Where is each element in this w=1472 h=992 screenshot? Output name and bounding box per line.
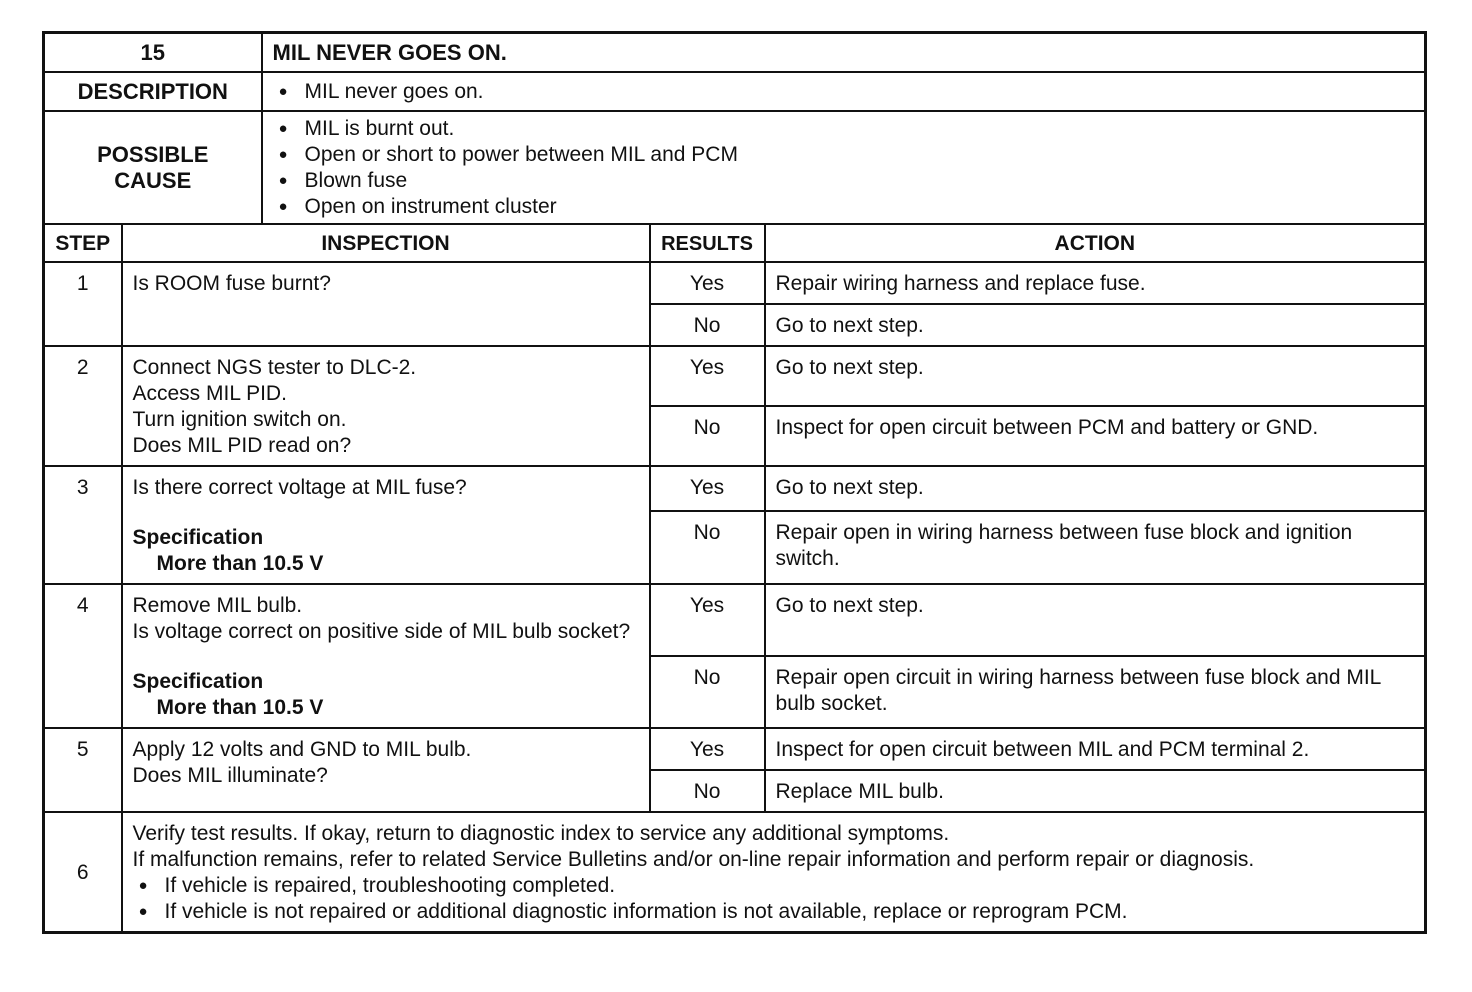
description-content [262,72,1426,111]
result-yes: Yes [650,728,765,770]
procedure-title: MIL NEVER GOES ON. [262,33,1426,73]
inspection-line: Turn ignition switch on. [132,408,347,431]
result-yes: Yes [650,584,765,656]
inspection-line: Is there correct voltage at MIL fuse? [132,476,467,499]
step-1-yes-row [44,262,1426,304]
result-yes: Yes [650,346,765,406]
final-bullet: ● If vehicle is repaired, troubleshooting completed. [133,873,1415,899]
step-2-yes-row [44,346,1426,406]
column-inspection: INSPECTION [122,224,650,262]
action-no: Repair open circuit in wiring harness between fuse block and MIL bulb socket. [765,656,1426,728]
step-number: 1 [44,262,122,346]
action-no: Inspect for open circuit between PCM and battery or GND. [765,406,1426,466]
inspection-line: Is ROOM fuse burnt? [132,272,331,295]
action-no: Replace MIL bulb. [765,770,1426,812]
inspection-line: Connect NGS tester to DLC-2. [132,356,417,379]
inspection-line: Remove MIL bulb. [132,594,303,617]
step-inspection [122,466,650,584]
inspection-line: Access MIL PID. [132,382,287,405]
inspection-line: Apply 12 volts and GND to MIL bulb. [132,738,472,761]
diagnostic-sheet [42,31,1424,934]
possible-cause-content [262,111,1426,224]
cause-item: ● Open or short to power between MIL and PCM [273,142,1415,168]
inspection-line: Is voltage correct on positive side of MIL bulb socket? [132,620,631,643]
step-6-row [44,812,1426,933]
result-no: No [650,406,765,466]
action-yes: Repair wiring harness and replace fuse. [765,262,1426,304]
header-row [44,33,1426,73]
step-number: 6 [44,812,122,933]
description-row [44,72,1426,111]
action-no: Repair open in wiring harness between fuse block and ignition switch. [765,511,1426,584]
action-yes: Go to next step. [765,584,1426,656]
cause-item: ● Open on instrument cluster [273,194,1415,220]
specification-label: Specification [132,526,264,549]
step-number: 4 [44,584,122,728]
final-line: If malfunction remains, refer to related Service Bulletins and/or on-line repair information and perform repair or diagnosis. [132,848,1255,871]
possible-cause-label [44,111,262,224]
column-action: ACTION [765,224,1426,262]
action-no: Go to next step. [765,304,1426,346]
step-5-yes-row [44,728,1426,770]
step-3-yes-row [44,466,1426,511]
result-no: No [650,656,765,728]
step-number: 3 [44,466,122,584]
step-inspection [122,728,650,812]
final-line: Verify test results. If okay, return to diagnostic index to service any additional symptoms. [132,822,950,845]
step-number: 2 [44,346,122,466]
possible-cause-label-line1: POSSIBLE [97,141,209,167]
column-results: RESULTS [650,224,765,262]
result-yes: Yes [650,466,765,511]
specification-value: More than 10.5 V [156,552,324,575]
column-header-row [44,224,1426,262]
final-bullet: ● If vehicle is not repaired or additional diagnostic information is not available, replace or reprogram PCM. [133,899,1415,925]
action-yes: Go to next step. [765,346,1426,406]
description-item: ● MIL never goes on. [273,79,1415,105]
possible-cause-label-line2: CAUSE [114,167,192,193]
possible-cause-row [44,111,1426,224]
procedure-number: 15 [44,33,262,73]
cause-item: ● Blown fuse [273,168,1415,194]
specification-value: More than 10.5 V [156,696,324,719]
step-inspection [122,346,650,466]
column-step: STEP [44,224,122,262]
description-label: DESCRIPTION [44,72,262,111]
step-4-yes-row [44,584,1426,656]
inspection-line: Does MIL illuminate? [132,764,328,787]
specification-label: Specification [132,670,264,693]
inspection-line: Does MIL PID read on? [132,434,352,457]
step-inspection [122,584,650,728]
action-yes: Go to next step. [765,466,1426,511]
step-number: 5 [44,728,122,812]
result-no: No [650,511,765,584]
step-final-content [122,812,1426,933]
result-no: No [650,304,765,346]
action-yes: Inspect for open circuit between MIL and PCM terminal 2. [765,728,1426,770]
cause-item: ● MIL is burnt out. [273,116,1415,142]
result-yes: Yes [650,262,765,304]
step-inspection [122,262,650,346]
result-no: No [650,770,765,812]
troubleshooting-table [42,31,1427,934]
